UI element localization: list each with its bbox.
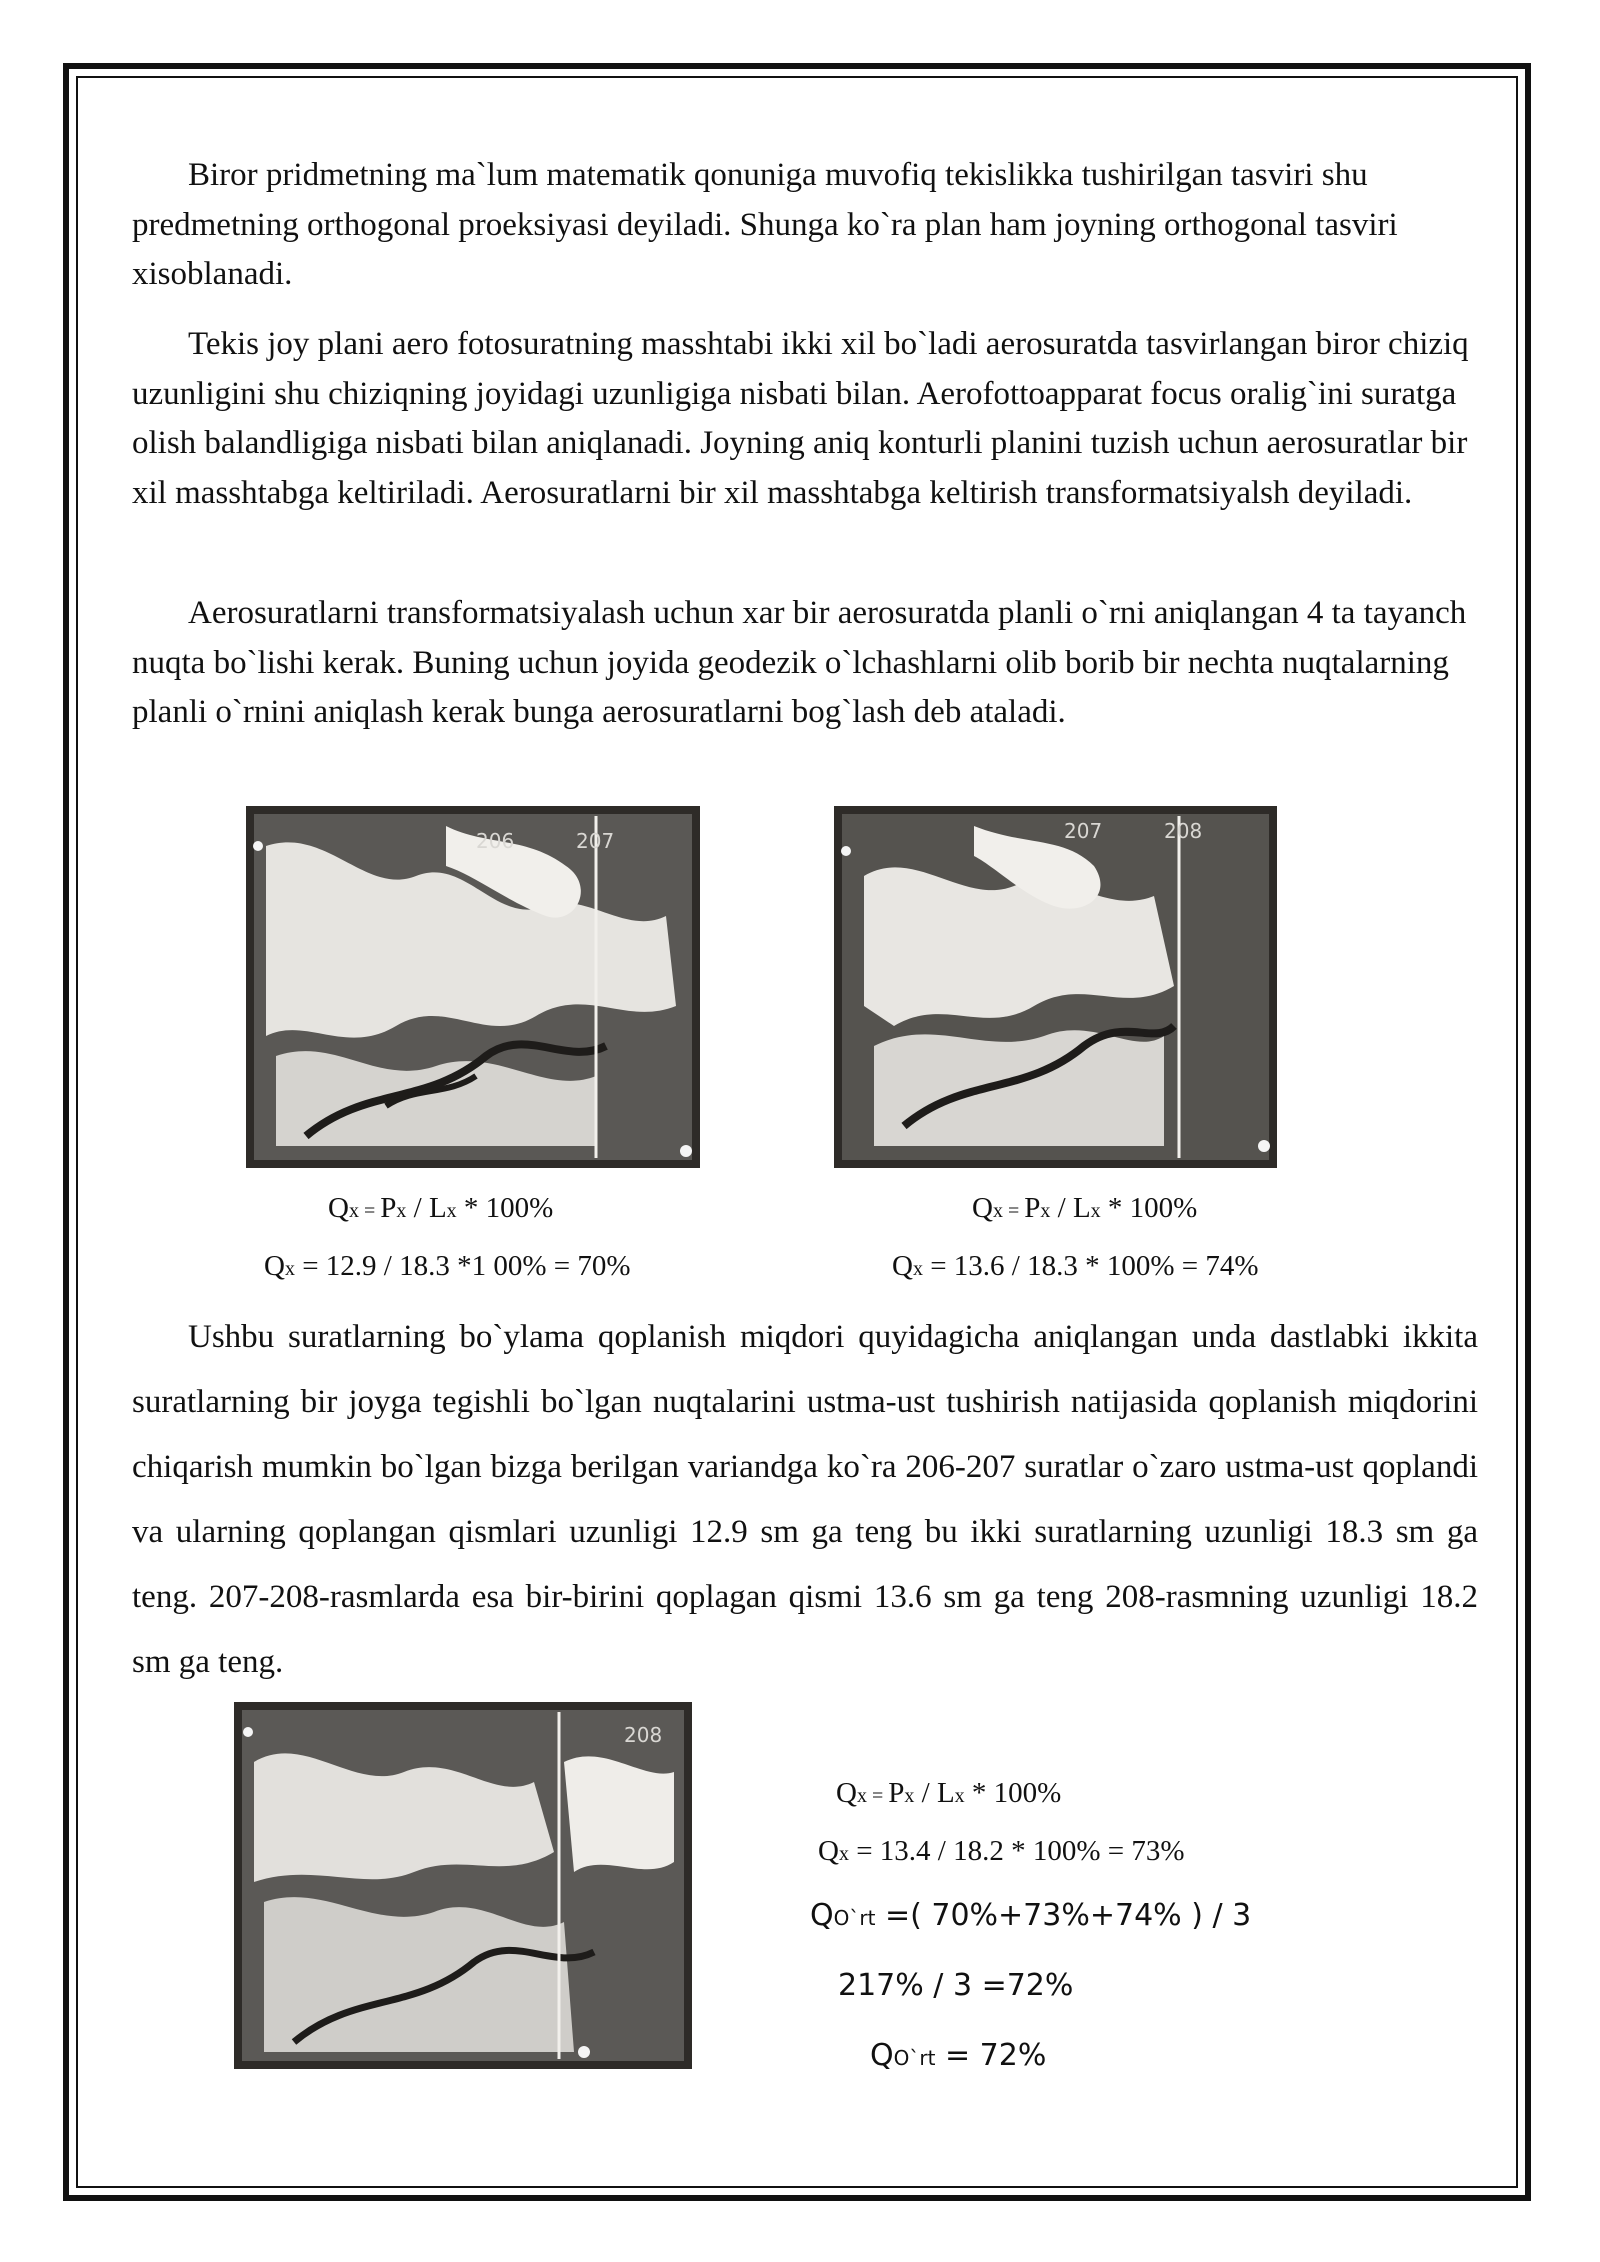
formula-qx-3: Qx = Px / Lx * 100%	[836, 1777, 1062, 1809]
paragraph-4: Ushbu suratlarning bo`ylama qoplanish miqdori quyidagicha aniqlangan unda dastlabki ikkita suratlarning bir joyga tegishli bo`lgan nuqtalarini ustma-ust tushirish natijasida qoplanish miqdorini chiqarish mumkin bo`lgan bizga berilgan variandga ko`ra 206-207 suratlar o`zaro ustma-ust qoplandi va ularning qoplangan qismlari uzunligi 12.9 sm ga teng bu ikki suratlarning uzunligi 18.3 sm ga teng. 207-208-rasmlarda esa bir-birini qoplagan qismi 13.6 sm ga teng 208-rasmning uzunligi 18.2 sm ga teng.	[132, 1319, 1478, 1680]
formula-average-expression: QO`rt =( 70%+73%+74% ) / 3	[810, 1898, 1252, 1933]
aerial-photo-208	[234, 1702, 692, 2069]
photo-number-label: 208	[624, 1723, 663, 1747]
formula-result-3: Qx = 13.4 / 18.2 * 100% = 73%	[818, 1835, 1185, 1867]
paragraph-1: Biror pridmetning ma`lum matematik qonuniga muvofiq tekislikka tushirilgan tasviri shu predmetning orthogonal proeksiyasi deyiladi. Shunga ko`ra plan ham joyning orthogonal tasviri xisoblanadi.	[132, 157, 1398, 292]
photo-number-label: 207	[576, 829, 615, 853]
paragraph-3: Aerosuratlarni transformatsiyalash uchun xar bir aerosuratda planli o`rni aniqlangan 4 ta tayanch nuqta bo`lishi kerak. Buning uchun joyida geodezik o`lchashlarni olib borib bir nechta nuqtalarning planli o`rnini aniqlash kerak bunga aerosuratlarni bog`lash deb ataladi.	[132, 595, 1467, 730]
photo-number-label: 206	[476, 829, 515, 853]
aerial-photo-207-208	[834, 806, 1277, 1168]
paragraph-2: Tekis joy plani aero fotosuratning masshtabi ikki xil bo`ladi aerosuratda tasvirlangan biror chiziq uzunligini shu chiziqning joyidagi uzunligiga nisbati bilan. Aerofottoapparat focus oralig`ini suratga olish balandligiga nisbati bilan aniqlanadi. Joyning aniq konturli planini tuzish uchun aerosuratlar bir xil masshtabga keltiriladi. Aerosuratlarni bir xil masshtabga keltirish transformatsiyalsh deyiladi.	[132, 326, 1469, 511]
formula-qx-1: Qx = Px / Lx * 100%	[328, 1192, 554, 1224]
formula-average-result: QO`rt = 72%	[870, 2038, 1047, 2073]
formula-qx-2: Qx = Px / Lx * 100%	[972, 1192, 1198, 1224]
formula-result-2: Qx = 13.6 / 18.3 * 100% = 74%	[892, 1250, 1259, 1282]
photo-number-label: 208	[1164, 819, 1203, 843]
formula-result-1: Qx = 12.9 / 18.3 *1 00% = 70%	[264, 1250, 631, 1282]
aerial-photo-206-207	[246, 806, 700, 1168]
photo-number-label: 207	[1064, 819, 1103, 843]
formula-average-calculation: 217% / 3 =72%	[838, 1968, 1074, 2003]
